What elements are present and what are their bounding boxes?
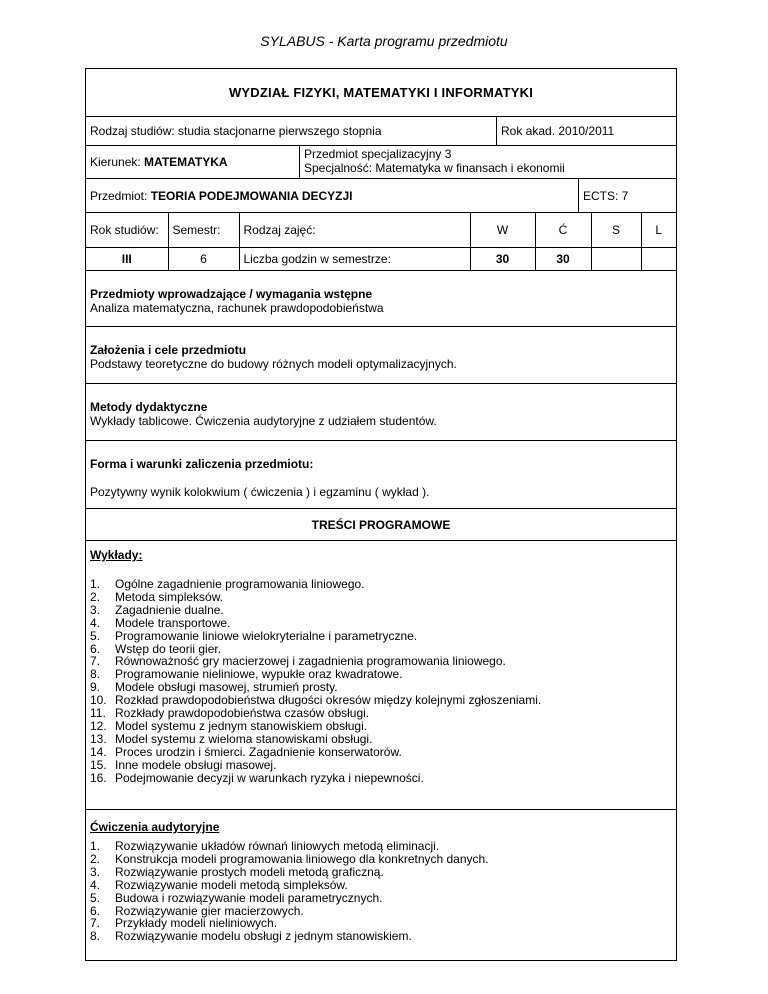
- prerequisites-section: [86, 271, 676, 327]
- list-item: [90, 879, 672, 892]
- list-item: [90, 759, 672, 772]
- value-l: [641, 247, 676, 270]
- syllabus-card: [85, 68, 677, 961]
- list-item-number: 11.: [90, 706, 106, 721]
- specialization-line-1: Przedmiot specjalizacyjny 3: [304, 147, 452, 161]
- list-item-text: Rozkłady prawdopodobieństwa czasów obsługi.: [115, 706, 370, 721]
- list-item: [90, 840, 672, 853]
- goals-section: [86, 327, 676, 384]
- program-title-text: TREŚCI PROGRAMOWE: [311, 517, 451, 532]
- list-item-text: Rozwiązywanie układów równań liniowych metodą eliminacji.: [115, 839, 440, 853]
- list-item-number: 2.: [90, 851, 101, 866]
- list-item: [90, 772, 672, 785]
- list-item-text: Inne modele obsługi masowej.: [115, 757, 277, 772]
- list-item-text: Model systemu z jednym stanowiskiem obsługi.: [115, 718, 368, 733]
- header-semester: Semestr:: [168, 213, 239, 247]
- exercises-section: [86, 810, 676, 960]
- list-item-text: Rozwiązywanie prostych modeli metodą graficzną.: [115, 864, 384, 879]
- hours-table: [86, 213, 676, 270]
- list-item-number: 1.: [90, 839, 101, 853]
- value-s: [591, 247, 641, 270]
- methods-text: Wykłady tablicowe. Ćwiczenia audytoryjne z udziałem studentów.: [90, 414, 437, 428]
- subject: [86, 179, 579, 212]
- list-item-number: 6.: [90, 903, 101, 918]
- list-item: [90, 604, 672, 617]
- lectures-section: [86, 541, 676, 810]
- list-item-text: Rozwiązywanie modeli metodą simpleksów.: [115, 877, 348, 892]
- list-item-text: Zagadnienie dualne.: [115, 602, 224, 617]
- list-item-text: Budowa i rozwiązywanie modeli parametrycznych.: [115, 890, 383, 905]
- list-item-text: Rozwiązywanie gier macierzowych.: [115, 903, 304, 918]
- list-item: [90, 578, 672, 591]
- list-item-number: 5.: [90, 890, 101, 905]
- list-item-number: 14.: [90, 744, 107, 759]
- list-item-number: 13.: [90, 731, 107, 746]
- value-class-type: Liczba godzin w semestrze:: [239, 247, 470, 270]
- value-c: 30: [535, 247, 591, 270]
- list-item: [90, 591, 672, 604]
- list-item: [90, 746, 672, 759]
- list-item-number: 7.: [90, 916, 101, 931]
- header-c: Ć: [535, 213, 591, 247]
- lectures-title: Wykłady:: [90, 548, 143, 562]
- value-semester: 6: [168, 247, 239, 270]
- academic-year: Rok akad. 2010/2011: [501, 124, 615, 138]
- value-year: III: [86, 247, 168, 270]
- prerequisites-text: Analiza matematyczna, rachunek prawdopodobieństwa: [90, 301, 384, 315]
- subject-label: Przedmiot:: [90, 188, 148, 203]
- ects: ECTS: 7: [583, 188, 629, 203]
- page-header: SYLABUS - Karta programu przedmiotu: [260, 33, 508, 49]
- list-item-text: Model systemu z wieloma stanowiskami obsługi.: [115, 731, 373, 746]
- header-s: S: [591, 213, 641, 247]
- list-item: [90, 720, 672, 733]
- list-item-number: 9.: [90, 680, 101, 695]
- list-item-number: 4.: [90, 615, 101, 630]
- list-item-text: Podejmowanie decyzji w warunkach ryzyka i niepewności.: [115, 770, 424, 785]
- list-item-text: Rozkład prawdopodobieństwa długości okresów między kolejnymi zgłoszeniami.: [115, 693, 542, 708]
- study-type: Rodzaj studiów: studia stacjonarne pierwszego stopnia: [86, 117, 497, 145]
- list-item-number: 7.: [90, 654, 101, 669]
- list-item-number: 2.: [90, 589, 101, 604]
- list-item-text: Proces urodzin i śmierci. Zagadnienie konserwatorów.: [115, 744, 402, 759]
- list-item-text: Równoważność gry macierzowej i zagadnienia programowania liniowego.: [115, 654, 506, 669]
- lectures-list: [90, 578, 672, 785]
- exercises-list: [90, 840, 672, 943]
- specialization-line-2: Specjalność: Matematyka w finansach i ekonomii: [304, 161, 565, 175]
- assessment-title: Forma i warunki zaliczenia przedmiotu:: [90, 457, 314, 471]
- header-class-type: Rodzaj zajęć:: [239, 213, 470, 247]
- list-item-text: Rozwiązywanie modelu obsługi z jednym stanowiskiem.: [115, 929, 412, 944]
- list-item-number: 15.: [90, 757, 107, 772]
- hours-table-row: [86, 213, 676, 271]
- list-item: [90, 733, 672, 746]
- list-item: [90, 617, 672, 630]
- field-label: Kierunek:: [90, 155, 141, 169]
- subject-value: TEORIA PODEJMOWANIA DECYZJI: [150, 188, 353, 203]
- study-info-row: [86, 117, 676, 146]
- list-item-number: 12.: [90, 718, 107, 733]
- list-item-text: Przykłady modeli nieliniowych.: [115, 916, 278, 931]
- list-item-number: 16.: [90, 770, 107, 785]
- list-item-number: 8.: [90, 929, 101, 944]
- list-item-text: Programowanie liniowe wielokryterialne i parametryczne.: [115, 628, 418, 643]
- faculty-title: WYDZIAŁ FIZYKI, MATEMATYKI I INFORMATYKI: [86, 69, 676, 117]
- list-item-text: Wstęp do teorii gier.: [115, 641, 222, 656]
- list-item-text: Ogólne zagadnienie programowania liniowego.: [115, 577, 365, 591]
- value-w: 30: [470, 247, 535, 270]
- exercises-title: Ćwiczenia audytoryjne: [90, 820, 220, 834]
- list-item-number: 6.: [90, 641, 101, 656]
- list-item: [90, 853, 672, 866]
- methods-title: Metody dydaktyczne: [90, 400, 208, 414]
- prerequisites-title: Przedmioty wprowadzające / wymagania wstępne: [90, 287, 373, 301]
- list-item-number: 1.: [90, 577, 101, 591]
- list-item-text: Modele transportowe.: [115, 615, 231, 630]
- list-item: [90, 630, 672, 643]
- list-item: [90, 866, 672, 879]
- field-of-study: [86, 146, 300, 178]
- specialization: [300, 146, 676, 178]
- program-title: [86, 509, 676, 541]
- list-item-number: 10.: [90, 693, 107, 708]
- assessment-section: [86, 441, 676, 509]
- list-item-text: Konstrukcja modeli programowania liniowego dla konkretnych danych.: [115, 851, 489, 866]
- header-w: W: [470, 213, 535, 247]
- goals-title: Założenia i cele przedmiotu: [90, 343, 247, 357]
- list-item-text: Programowanie nieliniowe, wypukłe oraz kwadratowe.: [115, 667, 403, 682]
- list-item-text: Modele obsługi masowej, strumień prosty.: [115, 680, 338, 695]
- field-row: [86, 146, 676, 179]
- list-item-number: 8.: [90, 667, 101, 682]
- assessment-text: Pozytywny wynik kolokwium ( ćwiczenia ) i egzaminu ( wykład ).: [90, 485, 430, 499]
- list-item-number: 3.: [90, 864, 101, 879]
- field-value: MATEMATYKA: [144, 155, 228, 169]
- header-year: Rok studiów:: [86, 213, 168, 247]
- goals-text: Podstawy teoretyczne do budowy różnych modeli optymalizacyjnych.: [90, 357, 457, 371]
- header-l: L: [641, 213, 676, 247]
- list-item: [90, 930, 672, 943]
- list-item-number: 3.: [90, 602, 101, 617]
- list-item-number: 4.: [90, 877, 101, 892]
- methods-section: [86, 384, 676, 441]
- list-item: [90, 892, 672, 905]
- subject-row: [86, 179, 676, 213]
- list-item-text: Metoda simpleksów.: [115, 589, 224, 604]
- list-item-number: 5.: [90, 628, 101, 643]
